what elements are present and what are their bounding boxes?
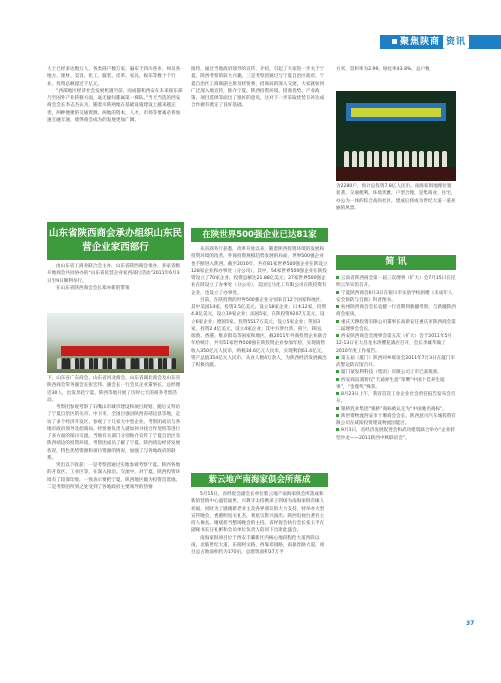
bullet-icon — [336, 370, 339, 373]
bullet-icon — [336, 320, 339, 323]
person-figure — [80, 358, 84, 369]
news-item: 西安商甾浦智仅“天诵界生意”荣膺“中国十佳养生诞事”，“金鼎奖”殊荣。 — [336, 377, 445, 390]
person-figure — [71, 358, 75, 369]
person-figure — [89, 358, 93, 369]
article-title: 山东省陕西商会承办组织山东民营企业家西部行 — [47, 222, 184, 260]
news-item: 第五届（厦门）陕西同乡联谊会2011年7月3日在厦门市武警边防宾馆召开。 — [336, 355, 456, 368]
article-title: 紫云地产南海家俱会所落成 — [191, 473, 328, 487]
person-figure — [121, 358, 125, 369]
paragraph: “西部地区经济社会发展机遇空前，而成都和西安在未来接东部乃至国外产业转移方面，毫无疑问都属第一梯队。”当天当选的西安商会会长李志杰认为，随着川陕两地在基础设施建设上越来越完善，两种便捷的交通资源，两地的资本，人才，市场等要素必将加速互融互通，使得商会成为的发展更加广阔。 — [47, 88, 183, 123]
person-figure — [57, 358, 61, 369]
bullet-icon — [336, 276, 339, 279]
bullet-icon — [336, 305, 339, 308]
person-figure — [163, 358, 167, 369]
person-figure — [75, 358, 79, 369]
stage-floor — [336, 167, 456, 181]
news-item: 西安陕西商会会理事会第五次（扩大）会于2011年5月12-13日在大昌龙水湾樱花酒店召开，会长李雄华做了2010年度工作报告。 — [336, 334, 453, 354]
paragraph: 5月15日，省经促会副会长单位紫云地产南海家俱会所落成和新的营销中心盛装面世，兴教寺太持携弟子到场为南海家俱有缘人祈福，同时为了感谢新老业主及各界朋友的大力支持，特举办大型宣传晚会，香港明星关礼杰、著星宗影兴演出；陕西电视台著名主持人俊丞、谢斌担当整场晚会的主持。省经促会执行会长张玉平在副秘书长汪礼彬和会员单位负责人陪同下出席此盛会。 — [191, 492, 325, 534]
person-figure — [140, 358, 144, 369]
people-row — [55, 355, 177, 369]
person-figure — [66, 358, 70, 369]
bullet-icon — [336, 414, 339, 417]
paragraph: 方米，容积率为2.99，绿化率43.8%，总户数 — [336, 67, 430, 72]
bullet-icon — [336, 407, 339, 410]
column-2-top — [191, 66, 328, 226]
stage-screen — [351, 108, 441, 117]
header-title: 聚焦陕商 资讯 — [392, 35, 469, 49]
person-figure — [117, 358, 121, 369]
bullet-icon — [336, 428, 339, 431]
person-figure — [126, 358, 130, 369]
paragraph: 下，山东省广东商会、山东省河北商会、山东省湖北商会及山东省陕西商会常务副会长张宏伟、副会长一行会员企业董事长、总经理近30人，出发奔赴宁夏、陕西等地开展了历时七天的商务考察活动。 — [47, 376, 181, 403]
person-figure — [167, 358, 171, 369]
bullet-icon — [336, 378, 339, 381]
header-label: 资讯 — [443, 35, 469, 49]
news-item: 9月3日，省经济发展促进会和武功建筑联合举办“企业转型沙龙——2011陕西中秋联谊会”。 — [336, 428, 455, 441]
brief-news-list — [336, 275, 456, 605]
person-figure — [149, 358, 153, 369]
column-1-top — [47, 66, 184, 216]
person-figure — [135, 358, 139, 369]
person-figure — [144, 358, 148, 369]
person-figure — [108, 358, 112, 369]
person-figure — [103, 358, 107, 369]
news-item: 陕世资物流西安市十堰商会会长，陕西意兴汽车城投资有限公司在咸阳投资建设物流园能区。 — [336, 413, 456, 426]
news-item: 宁夏陕西商会6月3日在银川市实验学校捐赠《未成年人安全预防与自救》科普图书。 — [336, 290, 453, 303]
paragraph: 考察团参观考察了石嘴山市城市建设和项目规划，随后又拜访了宁夏自治区的关市、中卫市、全国百强县陕西省靖边县等地，走访了多个经济开发区，参观了十几家大中型企业。考察团成员与各地市政府领导及招商局、经贸委负责人就如何寻找合作契机等进行了多方面的探讨交流。当地有关部门分别推介宣传了宁夏自治区及陕西靖边的投资环境，考察团成员了解了宁夏、陕西靖边经济发展状况，特色优势资源和项目资源的情况，加强了与各地政府的联系。 — [47, 405, 181, 461]
paragraph: 人士已经多达数万人，各类商户数万家，遍布于四川各市、州及各地方，建材、美容、化工、服装、皮革、家具、娱乐等数十个行业，投资总额超过千亿元。 — [47, 67, 181, 87]
column-2-bottom — [191, 491, 328, 633]
paragraph: 突出以下收获：一是考察团通过实地参观考察宁夏、陕西各地的开发区、工业区等，在深入接洽、交流中，对宁夏、陕西投资环境有了较深印象，一致表示要把宁夏、陕西地区做为投资首选地。二是考察团所到之处受到了各地政府主要领导的热情 — [47, 463, 181, 490]
news-item: 厦门蒙发利科技（集团）有限公司上市已获批准。 — [336, 369, 456, 376]
bullet-icon — [336, 392, 339, 395]
person-figure — [172, 358, 176, 369]
square-icon — [392, 39, 397, 44]
person-figure — [94, 358, 98, 369]
news-item: 8月23日上午，我省首次工业企业社会责任报告发布会召开。 — [336, 392, 456, 405]
paragraph: 从省商务厅获悉，改革开放以来，随着陕西投资环境的发展和投资环境的改善，外商投资规模趋势发展的局面，世界500强企业也不断进入陕西。截至2010年，共有81家世界500强企业在陕设立128家企业和办事处（分公司），其中，54家世界500强企业在陕投资设立了70家企业，投资总额达21.88亿美元；27家世界500强企业在陕设立了办事处（分公司），美国宝马化工有限公司在陕投资有企业，也设立了办事处。 — [191, 247, 328, 296]
person-figure — [98, 358, 102, 369]
person-figure — [62, 358, 66, 369]
news-item: 重庆天穆投资有限公司董事长高新安任重庆市陕西商会第二届理事会会长。 — [336, 319, 456, 332]
news-item: 银桥乳业集团“银桥”商标被认定为“中国驰名商标”。 — [336, 406, 456, 413]
paragraph: 南海家俱项目位于西安丰灞新区内核心地段程伦大道西段以南，北临世纪大道，东接阿文路，西靠邓园路，南靠丝路大道，项目总占地面积约为170亩，总建筑面积37万平 — [191, 535, 325, 555]
column-3-top — [336, 66, 456, 82]
person-figure — [112, 358, 116, 369]
person-figure — [158, 358, 162, 369]
news-item: 云南省陕西商会第一届三次理事（扩大）会7月15日在昆明云华宾馆召开。 — [336, 276, 456, 289]
person-figure — [131, 358, 135, 369]
article-title: 在陕世界500强企业已达81家 — [191, 228, 328, 242]
person-figure — [154, 358, 158, 369]
paragraph: 接待，通过当地政府领导的宣传，介绍，引起了大家进一步关于宁夏，陕西考察的较大兴趣。三是考察团通过与宁夏自治区政府、宁夏自治区工商联副主席及经贸委、招商局的深入交流，大家就如何广泛深入地宣传，推介宁夏、陕西投资环境、招商优势、产业政策，项目选择等面出了很好的意见，这对下一步采取优势互补达成合作做有奠定了良好基础。 — [191, 67, 325, 109]
column-2-mid — [191, 246, 328, 470]
paragraph: 目前，在陕投资的世界500强企业分别来自12个国家和地区，其中美国14家，投资3.5亿美元，设立18家企业；日本12家，投资4.8亿美元，设立19家企业；法国5家，在陕投资9207万美元，设立6家企业；德国5家，投资5517万美元，设立5家企业；英国3家，投资2.4亿美元，设立4家企业；其中方涉台湾、荷兰、韩国、瑞典、香港、维京群岛等国家和地区。截2011年外商投资企业联合年检统计，共有51家世界500强在陕投资企业参加年检，实现销售收入350亿元人民币，纳税34.6亿元人民币，实现利润61.4亿元，资产总值354亿元人民币，从业人数4万余人，为陕西经济发展做出了积极贡献。 — [191, 297, 327, 368]
page-number: 37 — [466, 620, 475, 627]
column-1-bottom — [47, 375, 184, 633]
brief-news-title: 简 讯 — [336, 255, 456, 270]
bullet-icon — [336, 356, 339, 359]
paragraph: 为2280户，预计总投资7.8亿人民币。南海家俱地理位置显著，交通便利，环境优雅，户型合理，是集商业、住宅、办公为一体的综合高尚社区，建成后将成为世纪大道一道亮丽的风景。 — [336, 184, 456, 211]
news-item: 杭州陕西商会会长袁健一行近期到新疆考察，与新疆陕西商会座谈。 — [336, 305, 456, 318]
bullet-icon — [336, 334, 339, 337]
bullet-icon — [336, 291, 339, 294]
column-3-mid — [336, 183, 456, 253]
paragraph: 在山东省陕西商会会长郑亦新的带领 — [56, 285, 130, 291]
column-1-mid — [47, 263, 184, 313]
stage-photo — [336, 91, 456, 181]
person-figure — [85, 358, 89, 369]
group-photo — [47, 313, 184, 373]
paragraph: 由山东省工商业联合会主办，山东省陕西商会承办，多家省级开地商会共同协办的“山东省民营企业家西部行活动”2011年6月3日至9日顺利举行。 — [47, 264, 181, 284]
